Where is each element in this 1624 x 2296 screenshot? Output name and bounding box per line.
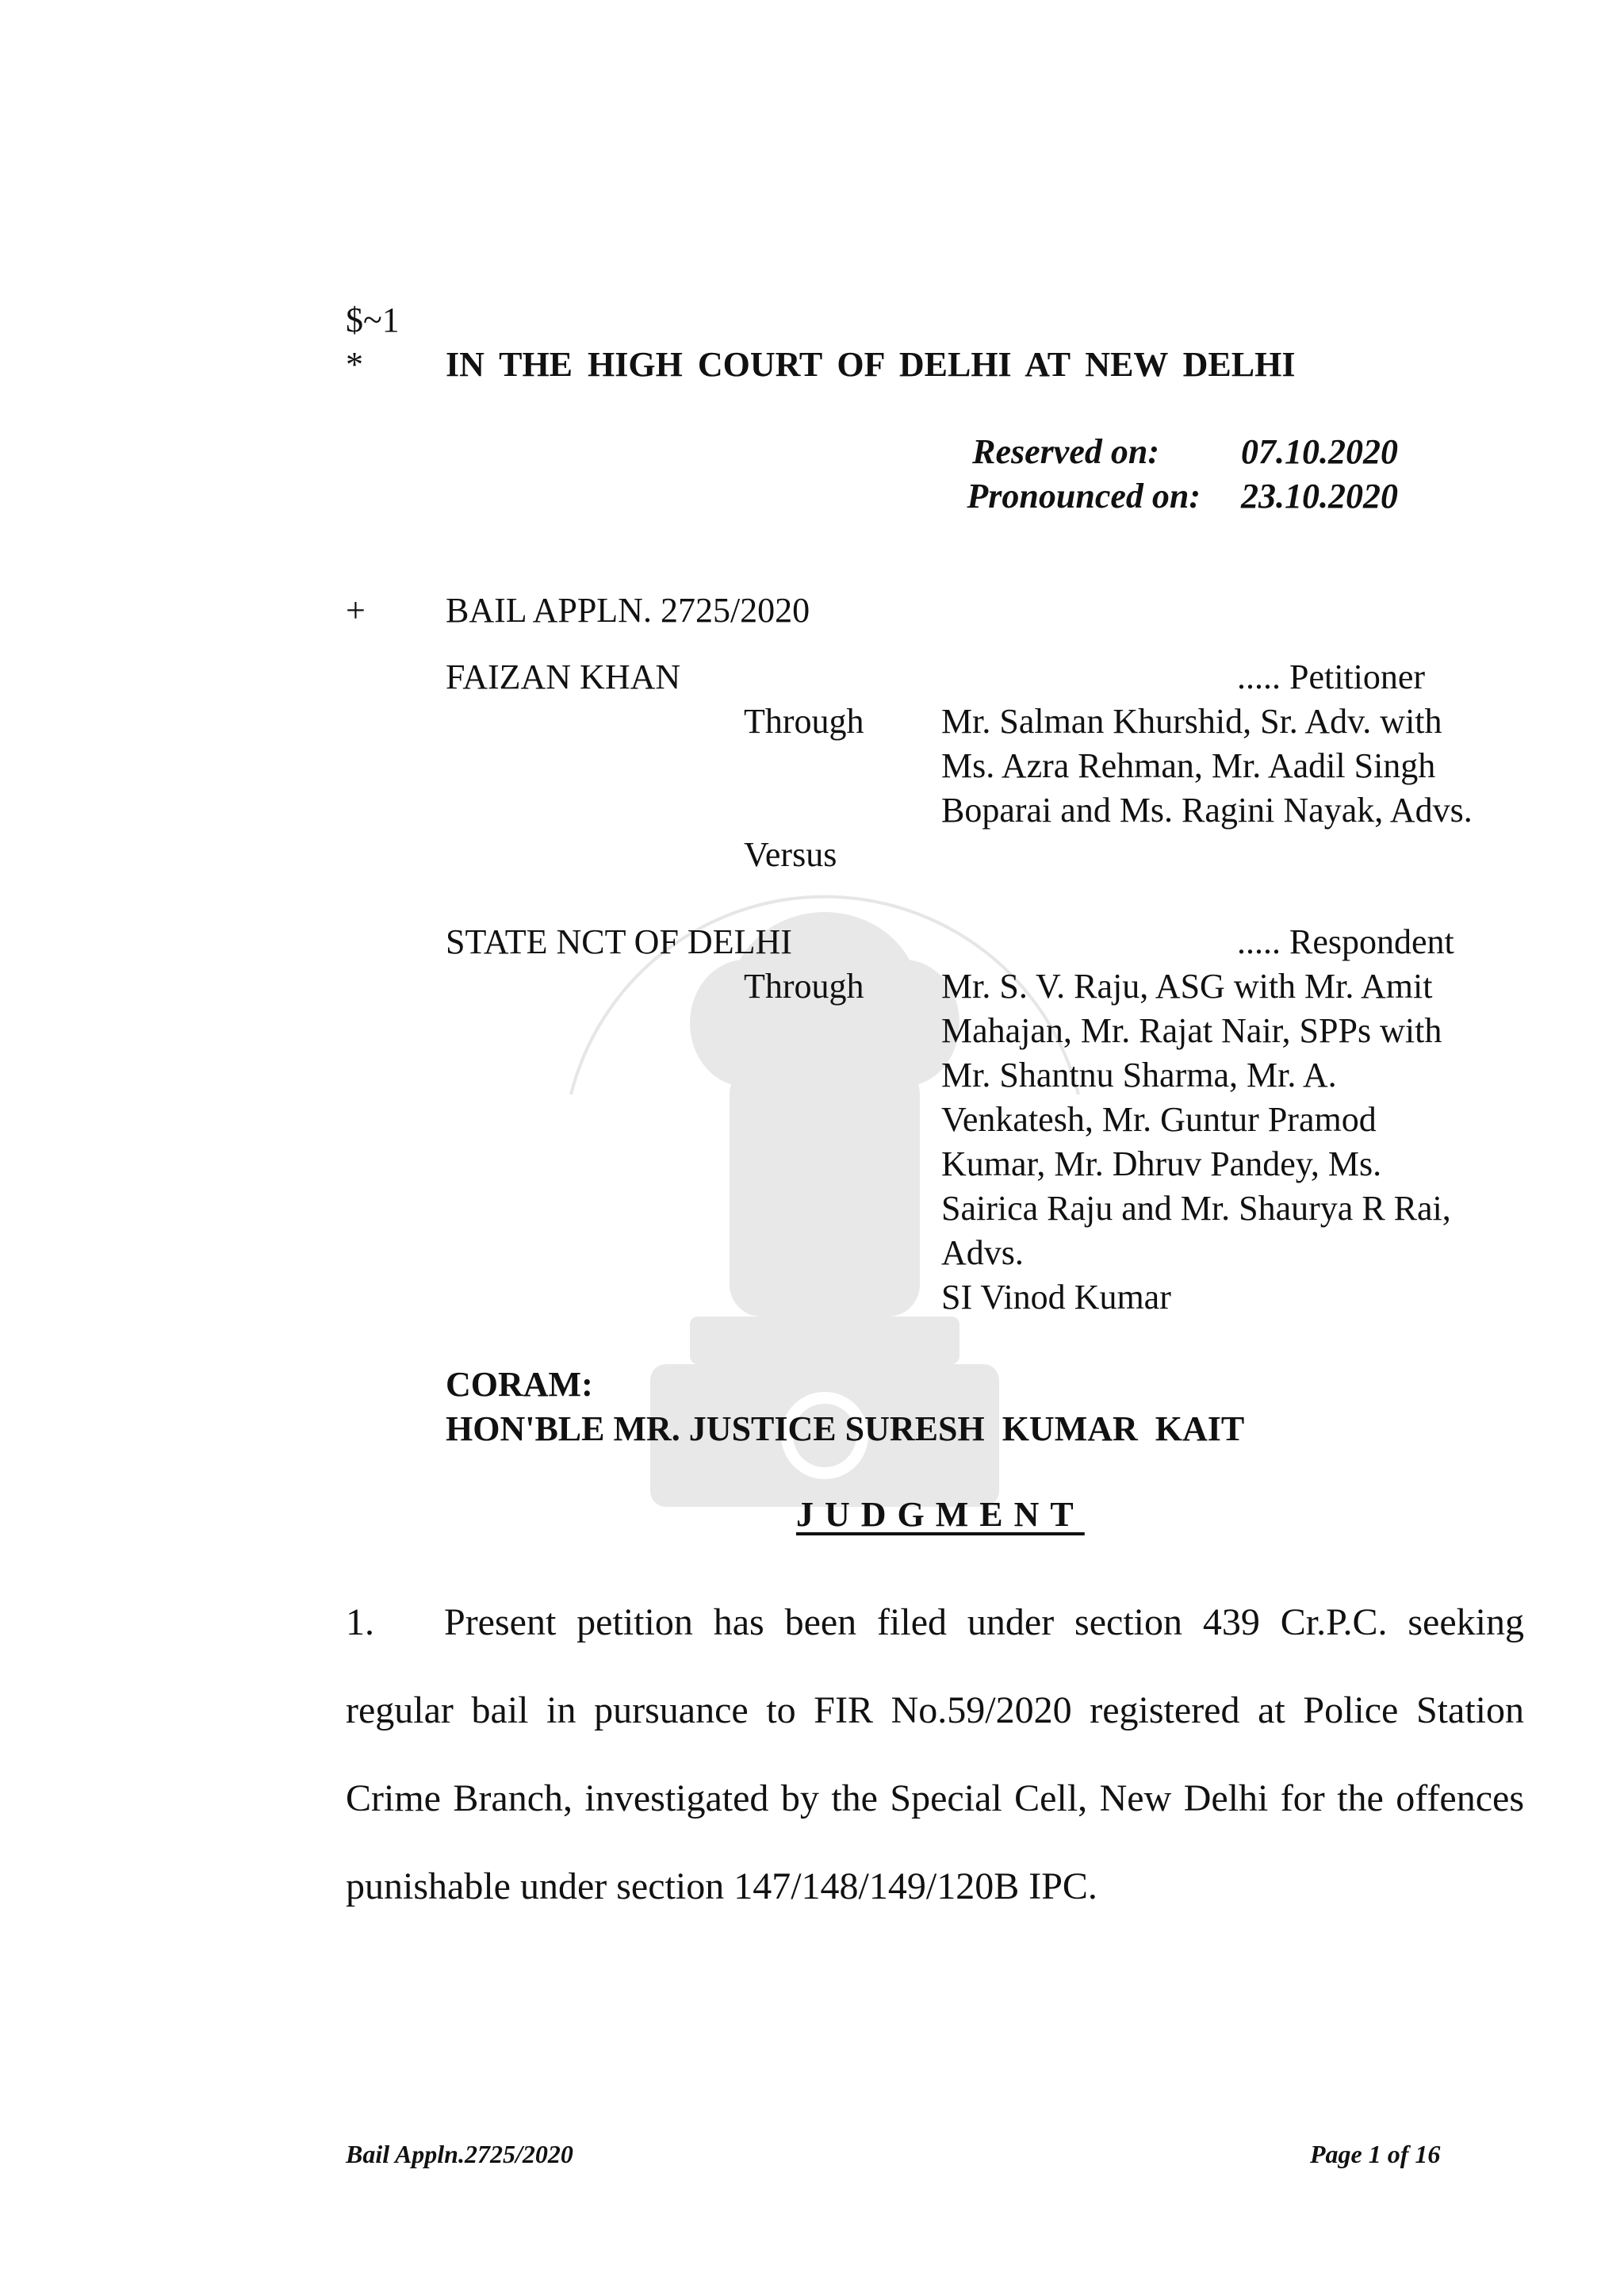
case-number: BAIL APPLN. 2725/2020: [446, 591, 810, 630]
judgment-heading: JUDGMENT: [796, 1495, 1085, 1534]
respondent-role: ..... Respondent: [1237, 922, 1454, 961]
star-marker: *: [346, 345, 363, 384]
respondent-counsel-line: Mr. Shantnu Sharma, Mr. A.: [941, 1056, 1337, 1094]
petitioner-role: ..... Petitioner: [1237, 657, 1426, 696]
judge-name: HON'BLE MR. JUSTICE SURESH KUMAR KAIT: [446, 1409, 1245, 1448]
coram-label: CORAM:: [446, 1365, 593, 1404]
respondent-counsel-line: Advs.: [941, 1233, 1024, 1272]
pronounced-date: 23.10.2020: [1241, 477, 1398, 516]
respondent-counsel-line: Kumar, Mr. Dhruv Pandey, Ms.: [941, 1144, 1382, 1183]
through-label: Through: [744, 967, 864, 1006]
footer-case-ref: Bail Appln.2725/2020: [346, 2140, 573, 2168]
petitioner-counsel-line: Boparai and Ms. Ragini Nayak, Advs.: [941, 791, 1473, 830]
petitioner-counsel-line: Mr. Salman Khurshid, Sr. Adv. with: [941, 702, 1442, 741]
through-label: Through: [744, 702, 864, 741]
footer-page-number: Page 1 of 16: [1310, 2140, 1441, 2168]
respondent-counsel-line: Venkatesh, Mr. Guntur Pramod: [941, 1100, 1377, 1139]
respondent-name: STATE NCT OF DELHI: [446, 922, 792, 961]
reserved-date: 07.10.2020: [1241, 432, 1398, 471]
respondent-counsel-line: Mr. S. V. Raju, ASG with Mr. Amit: [941, 967, 1433, 1006]
respondent-counsel-line: Sairica Raju and Mr. Shaurya R Rai,: [941, 1189, 1451, 1228]
pronounced-label: Pronounced on:: [967, 477, 1201, 516]
respondent-counsel-line: SI Vinod Kumar: [941, 1278, 1171, 1317]
respondent-counsel-line: Mahajan, Mr. Rajat Nair, SPPs with: [941, 1011, 1442, 1050]
versus-label: Versus: [744, 835, 837, 874]
judgment-paragraph-1: [346, 1578, 1524, 1930]
paragraph-number: 1.: [346, 1601, 374, 1643]
court-title: IN THE HIGH COURT OF DELHI AT NEW DELHI: [446, 345, 1296, 384]
plus-marker: +: [346, 591, 366, 630]
case-code: $~1: [346, 301, 400, 339]
reserved-label: Reserved on:: [972, 432, 1159, 471]
petitioner-counsel-line: Ms. Azra Rehman, Mr. Aadil Singh: [941, 746, 1436, 785]
petitioner-name: FAIZAN KHAN: [446, 657, 681, 696]
paragraph-text: Present petition has been filed under section 439 Cr.P.C. seeking regular bail in pursuance to FIR No.59/2020 registered at Police Station Crime Branch, investigated by the Special Cell, New Delhi for the offences punishable under section 147/148/149/120B IPC.: [346, 1601, 1524, 1907]
